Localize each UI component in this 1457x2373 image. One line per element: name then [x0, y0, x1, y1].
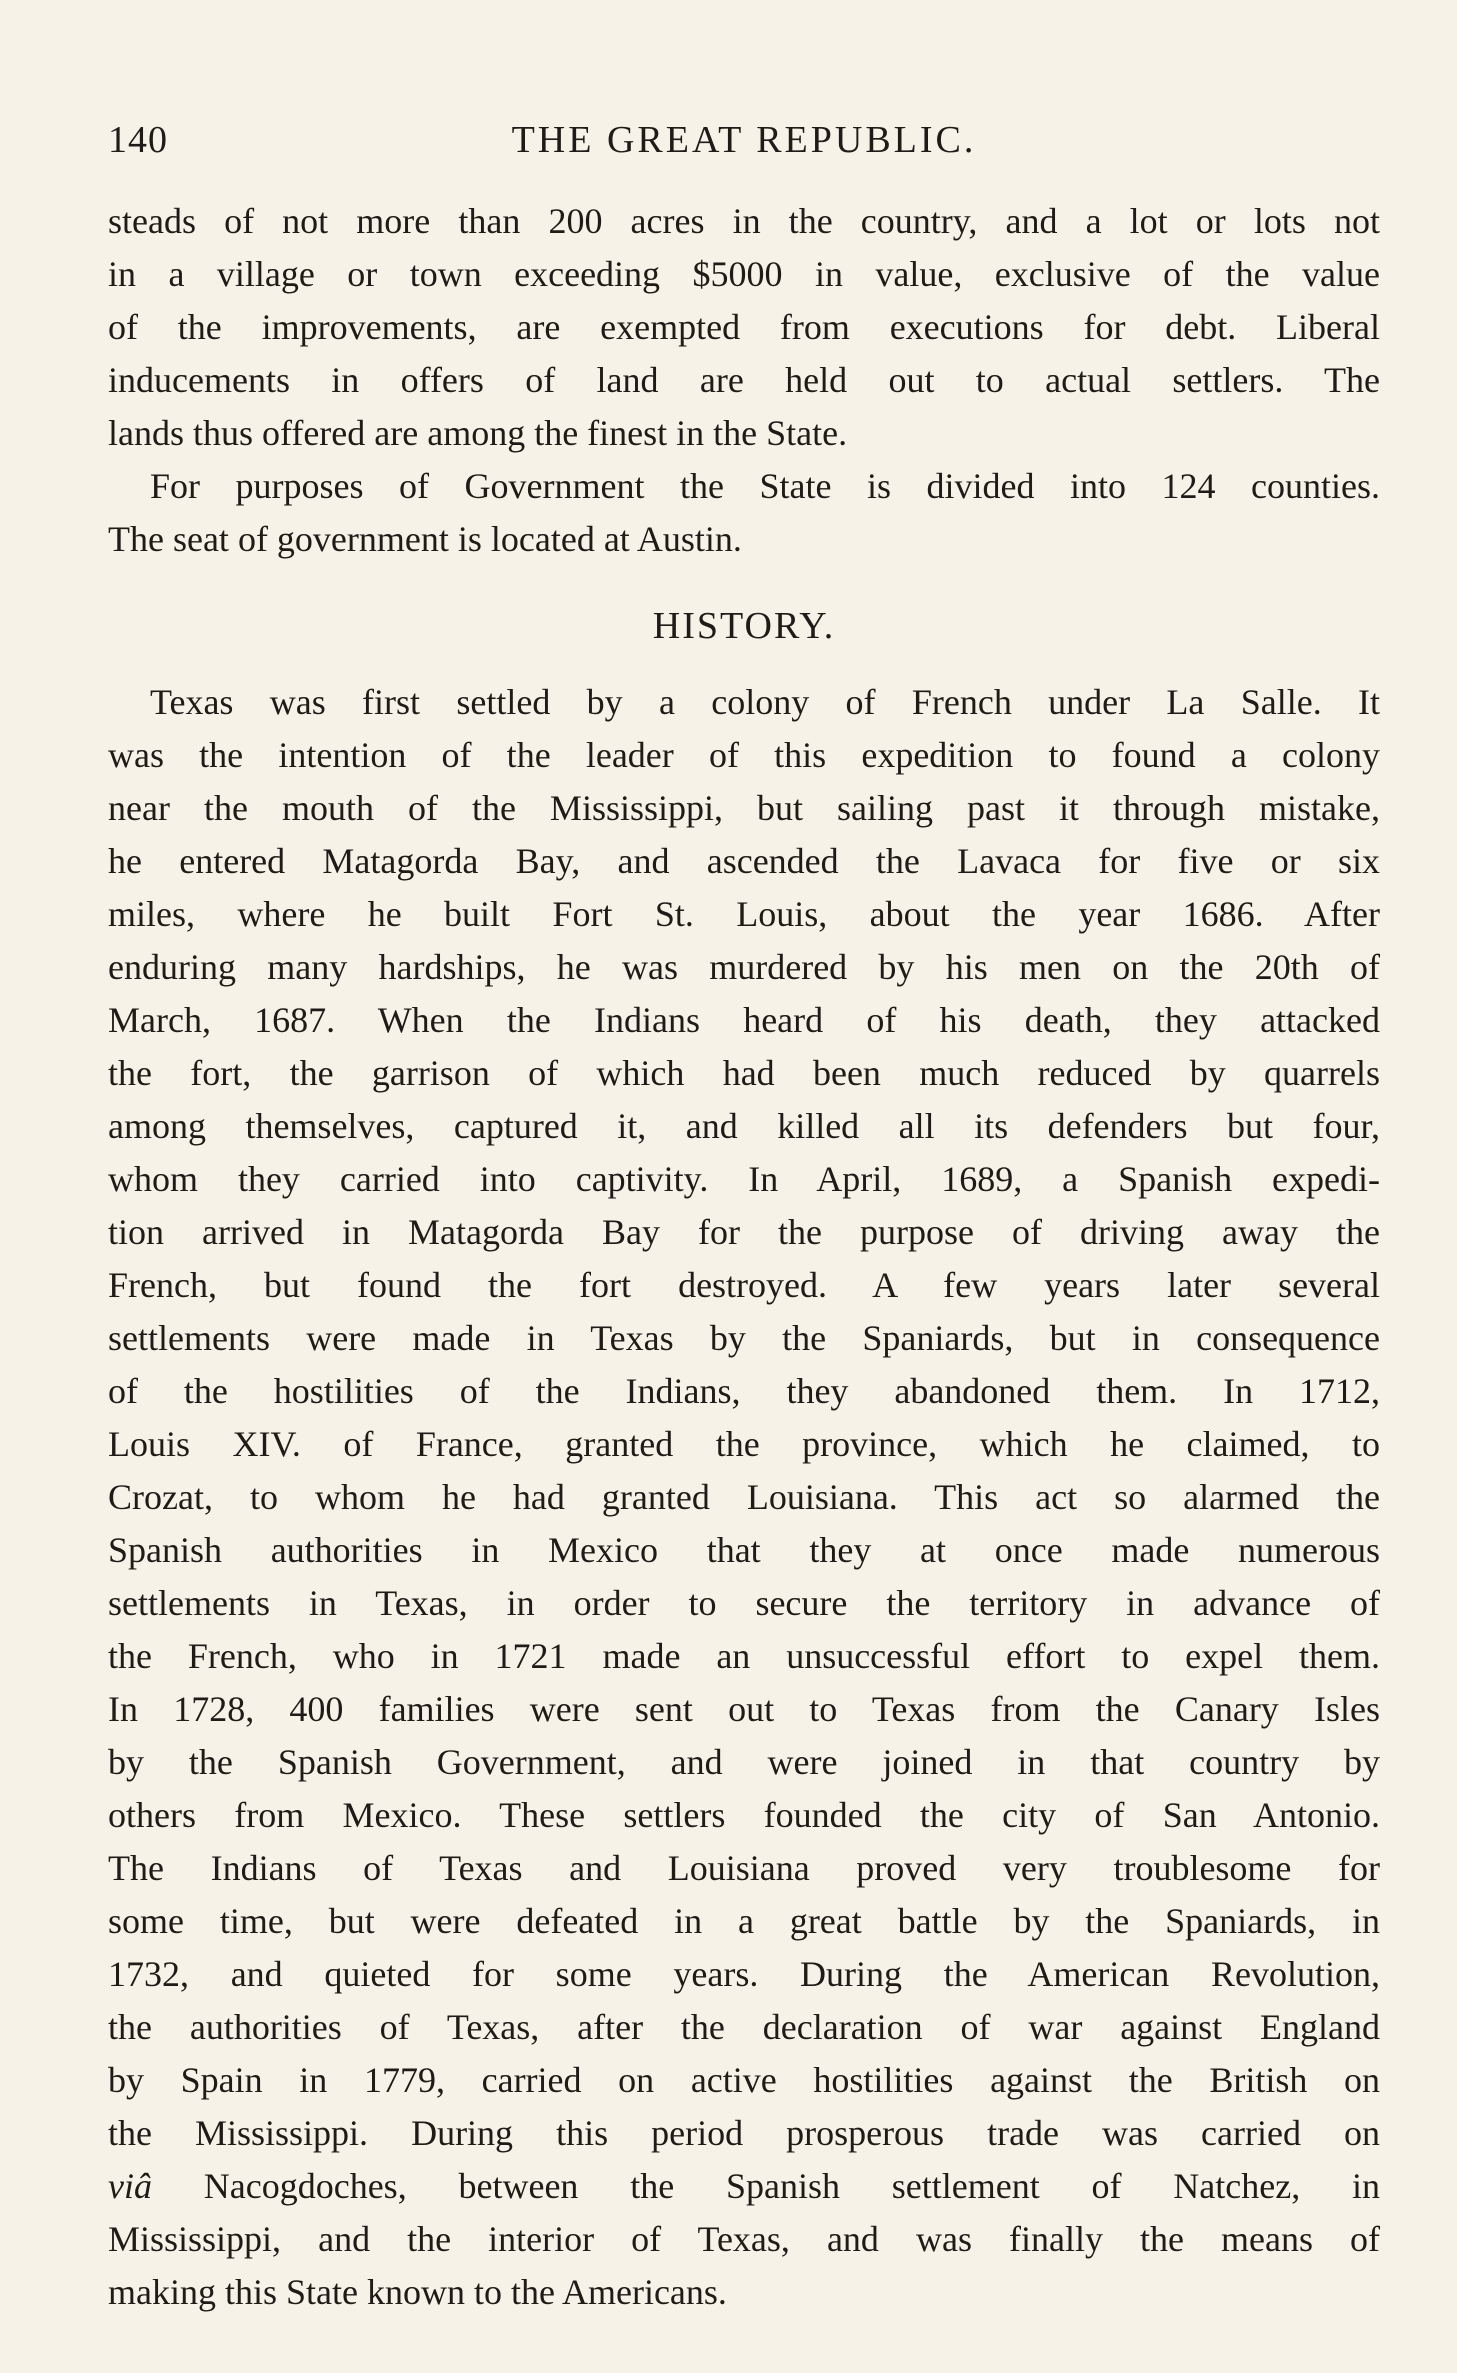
text-line: was the intention of the leader of this expedition to found a colony	[108, 735, 1380, 775]
text-line: miles, where he built Fort St. Louis, about the year 1686. After	[108, 894, 1380, 934]
text-line: French, but found the fort destroyed. A few years later several	[108, 1265, 1380, 1305]
text-line: inducements in offers of land are held out to actual settlers. The	[108, 360, 1380, 400]
text-line: the authorities of Texas, after the declaration of war against England	[108, 2007, 1380, 2047]
text-line: The Indians of Texas and Louisiana proved very troublesome for	[108, 1848, 1380, 1888]
text-line: lands thus offered are among the finest in the State.	[108, 413, 848, 453]
text-line: 1732, and quieted for some years. During the American Revolution,	[108, 1954, 1380, 1994]
text-line: enduring many hardships, he was murdered by his men on the 20th of	[108, 947, 1380, 987]
text-block	[108, 195, 1380, 2319]
text-line: tion arrived in Matagorda Bay for the purpose of driving away the	[108, 1212, 1380, 1252]
text-line: In 1728, 400 families were sent out to Texas from the Canary Isles	[108, 1689, 1380, 1729]
text-line: the French, who in 1721 made an unsuccessful effort to expel them.	[108, 1636, 1380, 1676]
paragraph-history	[108, 676, 1380, 2319]
text-line: the fort, the garrison of which had been much reduced by quarrels	[108, 1053, 1380, 1093]
text-line: Crozat, to whom he had granted Louisiana. This act so alarmed the	[108, 1477, 1380, 1517]
paragraph-homestead-exemption	[108, 195, 1380, 460]
text-line	[108, 2160, 1380, 2213]
text-line: near the mouth of the Mississippi, but sailing past it through mistake,	[108, 788, 1380, 828]
text-line: in a village or town exceeding $5000 in value, exclusive of the value	[108, 254, 1380, 294]
paragraph-government	[108, 460, 1380, 566]
text-line: among themselves, captured it, and killed all its defenders but four,	[108, 1106, 1380, 1146]
text-fragment: Nacogdoches, between the Spanish settlement of Natchez, in	[151, 2166, 1380, 2206]
text-line: whom they carried into captivity. In April, 1689, a Spanish expedi-	[108, 1159, 1380, 1199]
text-line: settlements in Texas, in order to secure the territory in advance of	[108, 1583, 1380, 1623]
text-line: by Spain in 1779, carried on active hostilities against the British on	[108, 2060, 1380, 2100]
section-heading: HISTORY.	[652, 605, 836, 647]
text-line: others from Mexico. These settlers founded the city of San Antonio.	[108, 1795, 1380, 1835]
running-title: THE GREAT REPUBLIC.	[511, 119, 977, 161]
text-line: steads of not more than 200 acres in the country, and a lot or lots not	[108, 201, 1380, 241]
text-line: Louis XIV. of France, granted the province, which he claimed, to	[108, 1424, 1380, 1464]
text-line: March, 1687. When the Indians heard of his death, they attacked	[108, 1000, 1380, 1040]
text-line: some time, but were defeated in a great battle by the Spaniards, in	[108, 1901, 1380, 1941]
text-line: For purposes of Government the State is divided into 124 counties.	[150, 466, 1380, 506]
page-number: 140	[108, 119, 168, 161]
italic-word: viâ	[108, 2166, 152, 2206]
text-line: Spanish authorities in Mexico that they at once made numerous	[108, 1530, 1380, 1570]
text-line: of the improvements, are exempted from executions for debt. Liberal	[108, 307, 1380, 347]
text-line: he entered Matagorda Bay, and ascended the Lavaca for five or six	[108, 841, 1380, 881]
text-line: making this State known to the Americans.	[108, 2272, 727, 2312]
text-line: by the Spanish Government, and were joined in that country by	[108, 1742, 1380, 1782]
text-line: Mississippi, and the interior of Texas, and was finally the means of	[108, 2219, 1380, 2259]
text-line: of the hostilities of the Indians, they abandoned them. In 1712,	[108, 1371, 1380, 1411]
text-line: The seat of government is located at Austin.	[108, 519, 742, 559]
text-line: the Mississippi. During this period prosperous trade was carried on	[108, 2113, 1380, 2153]
text-line: settlements were made in Texas by the Spaniards, but in consequence	[108, 1318, 1380, 1358]
text-line: Texas was first settled by a colony of French under La Salle. It	[150, 682, 1380, 722]
running-head	[108, 118, 1380, 168]
